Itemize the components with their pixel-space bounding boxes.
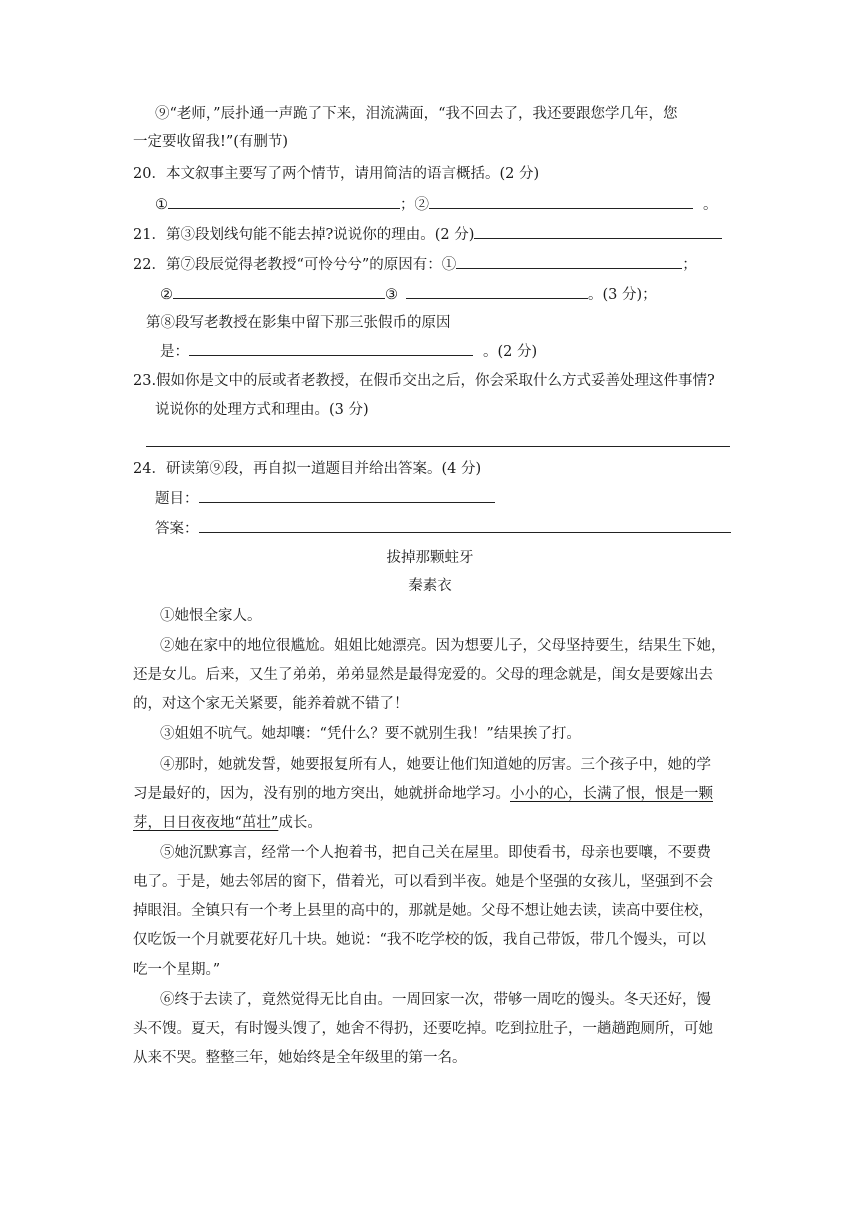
passage2-author: 秦素衣 (408, 578, 452, 594)
separator: ； (682, 257, 697, 273)
title-label: 题目： (155, 491, 199, 507)
answer-blank-22-1[interactable] (456, 254, 682, 269)
circle-2-label: ② (160, 287, 173, 303)
question-22-sub: 第⑧段写老教授在影集中留下那三张假币的原因 (146, 315, 451, 331)
answer-blank-24-answer[interactable] (199, 518, 731, 533)
answer-blank-22-2[interactable] (173, 284, 385, 299)
question-21-text: 21．第③段划线句能不能去掉?说说你的理由。(2 分) (133, 227, 475, 243)
sub-prefix: 是： (160, 344, 189, 360)
answer-line-23[interactable] (146, 446, 730, 447)
answer-blank-22-4[interactable] (189, 341, 473, 356)
separator: ； (400, 197, 415, 213)
answer-blank-21[interactable] (474, 224, 722, 239)
passage2-para5-line5: 吃一个星期。” (133, 962, 221, 978)
answer-label: 答案： (155, 521, 199, 537)
circle-1-label: ① (155, 197, 168, 213)
question-21 (133, 224, 722, 245)
passage2-para5-line3: 掉眼泪。全镇只有一个考上县里的高中的，那就是她。父母不想让她去读，读高中要住校， (133, 903, 713, 919)
passage2-para4-line2 (133, 784, 713, 804)
passage2-para4-line1: ④那时，她就发誓，她要报复所有人，她要让他们知道她的厉害。三个孩子中，她的学 (160, 757, 711, 773)
question-22 (133, 254, 697, 275)
para4-underlined: 小小的心，长满了恨，恨是一颗 (510, 786, 713, 802)
question-23: 23.假如你是文中的辰或者老教授，在假币交出之后，你会采取什么方式妥善处理这件事情? (133, 373, 715, 389)
passage2-title: 拔掉那颗蛀牙 (386, 550, 474, 566)
question-23-line2: 说说你的处理方式和理由。(3 分) (155, 402, 369, 418)
circle-2-label: ② (414, 197, 429, 213)
question-22-text: 22．第⑦段辰觉得老教授“可怜兮兮”的原因有：① (133, 257, 457, 273)
passage2-para6-line3: 从来不哭。整整三年，她始终是全年级里的第一名。 (133, 1050, 467, 1066)
para4-underlined-2: 芽，日日夜夜地“茁壮” (133, 815, 279, 831)
passage2-para2-line1: ②她在家中的地位很尴尬。姐姐比她漂亮。因为想要儿子，父母坚持要生，结果生下她， (160, 638, 726, 654)
passage1-para9-line1: ⑨“老师，”辰扑通一声跪了下来，泪流满面，“我不回去了，我还要跟您学几年，您 (155, 106, 678, 122)
answer-blank-20-2[interactable] (429, 194, 693, 209)
answer-blank-24-title[interactable] (199, 488, 495, 503)
question-22-line2 (160, 284, 657, 305)
passage2-para1: ①她恨全家人。 (160, 608, 262, 624)
question-24-title (155, 488, 495, 509)
answer-blank-20-1[interactable] (168, 194, 400, 209)
passage2-para4-line3 (133, 813, 322, 833)
passage2-para5-line2: 电了。于是，她去邻居的窗下，借着光，可以看到半夜。她是个坚强的女孩儿，坚强到不会 (133, 874, 713, 890)
answer-blank-22-3[interactable] (406, 284, 588, 299)
question-20: 20．本文叙事主要写了两个情节，请用简洁的语言概括。(2 分) (133, 166, 540, 182)
question-20-answers (155, 194, 718, 215)
passage2-para2-line3: 的，对这个家无关紧要，能养着就不错了！ (133, 696, 409, 712)
question-22-sub-answer (160, 341, 537, 362)
passage2-para6-line1: ⑥终于去读了，竟然觉得无比自由。一周回家一次，带够一周吃的馒头。冬天还好，馒 (160, 992, 711, 1008)
circle-3-label: ③ (385, 287, 398, 303)
period: 。 (703, 197, 718, 213)
passage2-para2-line2: 还是女儿。后来，又生了弟弟，弟弟显然是最得宠爱的。父母的理念就是，闺女是要嫁出去 (133, 667, 713, 683)
passage2-para3: ③姐姐不吭气。她却嚷：“凭什么？要不就别生我！”结果挨了打。 (160, 726, 581, 742)
passage2-para5-line1: ⑤她沉默寡言，经常一个人抱着书，把自己关在屋里。即使看书，母亲也要嚷，不要费 (160, 845, 711, 861)
question-24: 24．研读第⑨段，再自拟一道题目并给出答案。(4 分) (133, 461, 482, 477)
para4-text-2: 成长。 (278, 815, 322, 831)
passage2-para6-line2: 头不馊。夏天，有时馒头馊了，她舍不得扔，还要吃掉。吃到拉肚子，一趟趟跑厕所，可她 (133, 1021, 713, 1037)
passage2-para5-line4: 仅吃饭一个月就要花好几十块。她说：“我不吃学校的饭，我自己带饭，带几个馒头，可以 (133, 932, 706, 948)
question-24-answer (155, 518, 731, 539)
score: 。(2 分) (483, 344, 538, 360)
para4-text: 习是最好的，因为，没有别的地方突出，她就拼命地学习。 (133, 786, 510, 802)
score: 。(3 分)； (588, 287, 657, 303)
passage1-para9-line2: 一定要收留我!”(有删节) (133, 134, 289, 150)
